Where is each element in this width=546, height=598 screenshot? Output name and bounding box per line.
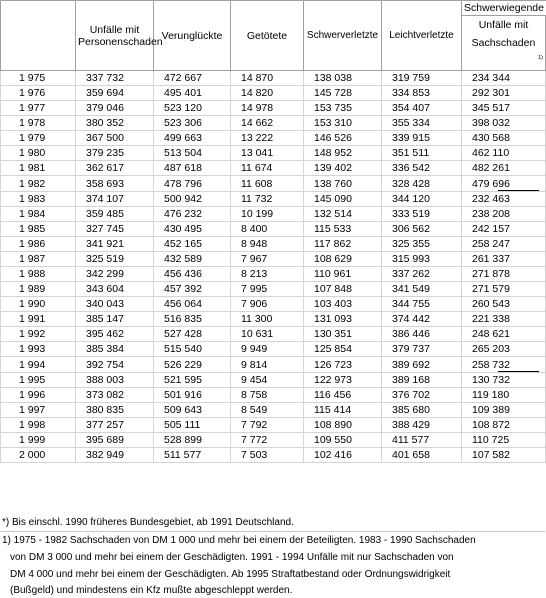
cell-year: 1 979 [1, 131, 76, 146]
cell-casualties: 528 899 [154, 433, 231, 448]
table-row [1, 161, 546, 176]
cell-casualties: 456 064 [154, 297, 231, 312]
cell-killed: 7 772 [231, 433, 304, 448]
cell-killed: 8 213 [231, 267, 304, 282]
cell-year: 1 975 [1, 71, 76, 86]
cell-year: 1 991 [1, 312, 76, 327]
cell-killed: 14 978 [231, 101, 304, 116]
table-row [1, 237, 546, 252]
table-row [1, 131, 546, 146]
table-row [1, 267, 546, 282]
cell-accidents-personal-injury: 377 257 [76, 418, 154, 433]
table-row [1, 342, 546, 357]
cell-year: 1 993 [1, 342, 76, 357]
cell-casualties: 456 436 [154, 267, 231, 282]
cell-killed: 7 995 [231, 282, 304, 297]
table-row [1, 222, 546, 237]
header-note-ref [462, 52, 546, 71]
cell-casualties: 501 916 [154, 388, 231, 403]
cell-year: 2 000 [1, 448, 76, 463]
cell-casualties: 515 540 [154, 342, 231, 357]
cell-year: 1 992 [1, 327, 76, 342]
cell-killed: 7 503 [231, 448, 304, 463]
cell-slightly-injured: 401 658 [382, 448, 462, 463]
cell-casualties: 505 111 [154, 418, 231, 433]
cell-killed: 11 732 [231, 192, 304, 207]
cell-seriously-injured: 109 550 [304, 433, 382, 448]
cell-killed: 7 792 [231, 418, 304, 433]
cell-casualties: 478 796 [154, 176, 231, 192]
cell-year: 1 990 [1, 297, 76, 312]
cell-slightly-injured: 376 702 [382, 388, 462, 403]
cell-accidents-property-damage: 232 463 [462, 192, 546, 207]
footnote-star-text: *) Bis einschl. 1990 früheres Bundesgebiet, ab 1991 Deutschland. [2, 517, 294, 528]
cell-seriously-injured: 117 862 [304, 237, 382, 252]
table-row [1, 86, 546, 101]
cell-killed: 11 608 [231, 176, 304, 192]
cell-accidents-property-damage: 430 568 [462, 131, 546, 146]
cell-killed: 10 631 [231, 327, 304, 342]
cell-killed: 11 300 [231, 312, 304, 327]
cell-seriously-injured: 115 414 [304, 403, 382, 418]
cell-slightly-injured: 341 549 [382, 282, 462, 297]
footnote-1-text-b: von DM 3 000 und mehr bei einem der Geschädigten. 1991 - 1994 Unfälle mit nur Sachschaden von [10, 552, 454, 563]
cell-slightly-injured: 337 262 [382, 267, 462, 282]
cell-accidents-property-damage: 130 732 [462, 373, 546, 388]
cell-casualties: 526 229 [154, 357, 231, 373]
table-row [1, 448, 546, 463]
cell-year: 1 980 [1, 146, 76, 161]
table-row [1, 373, 546, 388]
cell-casualties: 476 232 [154, 207, 231, 222]
table-row [1, 403, 546, 418]
cell-accidents-property-damage: 248 621 [462, 327, 546, 342]
header-year [1, 1, 76, 71]
cell-accidents-personal-injury: 367 500 [76, 131, 154, 146]
cell-slightly-injured: 333 519 [382, 207, 462, 222]
cell-seriously-injured: 131 093 [304, 312, 382, 327]
cell-slightly-injured: 374 442 [382, 312, 462, 327]
table-row [1, 101, 546, 116]
cell-casualties: 499 663 [154, 131, 231, 146]
header-property-damage-line1 [462, 16, 546, 53]
cell-year: 1 983 [1, 192, 76, 207]
cell-seriously-injured: 116 456 [304, 388, 382, 403]
cell-accidents-property-damage: 271 579 [462, 282, 546, 297]
cell-seriously-injured: 148 952 [304, 146, 382, 161]
cell-year: 1 989 [1, 282, 76, 297]
cell-year: 1 982 [1, 176, 76, 192]
table-row [1, 192, 546, 207]
cell-killed: 14 870 [231, 71, 304, 86]
footnote-1-text-d: (Bußgeld) und mindestens ein Kfz mußte abgeschleppt werden. [10, 585, 293, 596]
cell-accidents-property-damage: 258 247 [462, 237, 546, 252]
cell-killed: 9 814 [231, 357, 304, 373]
cell-slightly-injured: 339 915 [382, 131, 462, 146]
cell-accidents-property-damage: 258 732 [462, 357, 546, 373]
cell-killed: 8 948 [231, 237, 304, 252]
cell-casualties: 523 120 [154, 101, 231, 116]
cell-slightly-injured: 389 168 [382, 373, 462, 388]
cell-slightly-injured: 344 120 [382, 192, 462, 207]
cell-slightly-injured: 389 692 [382, 357, 462, 373]
cell-slightly-injured: 351 511 [382, 146, 462, 161]
cell-year: 1 995 [1, 373, 76, 388]
cell-year: 1 985 [1, 222, 76, 237]
cell-accidents-personal-injury: 392 754 [76, 357, 154, 373]
cell-killed: 7 906 [231, 297, 304, 312]
cell-slightly-injured: 336 542 [382, 161, 462, 176]
footnote-1-line-b [0, 550, 545, 565]
cell-casualties: 523 306 [154, 116, 231, 131]
table-row [1, 433, 546, 448]
cell-slightly-injured: 386 446 [382, 327, 462, 342]
cell-accidents-property-damage: 345 517 [462, 101, 546, 116]
cell-seriously-injured: 132 514 [304, 207, 382, 222]
cell-accidents-personal-injury: 379 235 [76, 146, 154, 161]
footnote-1-line-c [0, 567, 545, 582]
cell-slightly-injured: 344 755 [382, 297, 462, 312]
cell-accidents-personal-injury: 395 689 [76, 433, 154, 448]
cell-year: 1 997 [1, 403, 76, 418]
footnote-1-line-d [0, 583, 545, 598]
cell-accidents-personal-injury: 327 745 [76, 222, 154, 237]
cell-casualties: 452 165 [154, 237, 231, 252]
table-row [1, 252, 546, 267]
cell-killed: 13 222 [231, 131, 304, 146]
table-row [1, 418, 546, 433]
cell-accidents-personal-injury: 340 043 [76, 297, 154, 312]
cell-killed: 11 674 [231, 161, 304, 176]
cell-seriously-injured: 108 629 [304, 252, 382, 267]
table-row [1, 176, 546, 192]
cell-accidents-property-damage: 398 032 [462, 116, 546, 131]
cell-accidents-personal-injury: 382 949 [76, 448, 154, 463]
cell-seriously-injured: 125 854 [304, 342, 382, 357]
cell-seriously-injured: 103 403 [304, 297, 382, 312]
series-break-marker [498, 371, 539, 372]
cell-seriously-injured: 115 533 [304, 222, 382, 237]
cell-slightly-injured: 328 428 [382, 176, 462, 192]
cell-casualties: 516 835 [154, 312, 231, 327]
cell-accidents-personal-injury: 359 694 [76, 86, 154, 101]
header-slightly-injured: Leichtverletzte [382, 1, 462, 71]
cell-seriously-injured: 107 848 [304, 282, 382, 297]
cell-killed: 9 454 [231, 373, 304, 388]
cell-accidents-personal-injury: 373 082 [76, 388, 154, 403]
table-row [1, 297, 546, 312]
cell-year: 1 999 [1, 433, 76, 448]
cell-slightly-injured: 334 853 [382, 86, 462, 101]
table-row [1, 116, 546, 131]
cell-killed: 14 820 [231, 86, 304, 101]
cell-accidents-personal-injury: 359 485 [76, 207, 154, 222]
cell-seriously-injured: 139 402 [304, 161, 382, 176]
cell-seriously-injured: 138 760 [304, 176, 382, 192]
cell-accidents-property-damage: 108 872 [462, 418, 546, 433]
cell-year: 1 998 [1, 418, 76, 433]
cell-accidents-property-damage: 292 301 [462, 86, 546, 101]
cell-accidents-personal-injury: 343 604 [76, 282, 154, 297]
cell-seriously-injured: 110 961 [304, 267, 382, 282]
cell-accidents-personal-injury: 379 046 [76, 101, 154, 116]
cell-slightly-injured: 306 562 [382, 222, 462, 237]
cell-seriously-injured: 153 310 [304, 116, 382, 131]
footnote-1-line-a [0, 533, 545, 548]
cell-year: 1 996 [1, 388, 76, 403]
cell-year: 1 987 [1, 252, 76, 267]
cell-accidents-personal-injury: 325 519 [76, 252, 154, 267]
cell-accidents-property-damage: 261 337 [462, 252, 546, 267]
footnote-1-text-c: DM 4 000 und mehr bei einem der Geschädigten. Ab 1995 Straftatbestand oder Ordnungswidrigkeit [10, 569, 451, 580]
cell-accidents-personal-injury: 388 003 [76, 373, 154, 388]
cell-accidents-property-damage: 107 582 [462, 448, 546, 463]
table-row [1, 71, 546, 86]
cell-accidents-property-damage: 109 389 [462, 403, 546, 418]
cell-seriously-injured: 138 038 [304, 71, 382, 86]
cell-killed: 8 758 [231, 388, 304, 403]
cell-seriously-injured: 130 351 [304, 327, 382, 342]
cell-casualties: 513 504 [154, 146, 231, 161]
table-row [1, 146, 546, 161]
cell-accidents-property-damage: 119 180 [462, 388, 546, 403]
cell-killed: 8 549 [231, 403, 304, 418]
cell-accidents-personal-injury: 374 107 [76, 192, 154, 207]
cell-slightly-injured: 411 577 [382, 433, 462, 448]
cell-seriously-injured: 145 728 [304, 86, 382, 101]
footnote-divider [0, 531, 545, 532]
cell-accidents-personal-injury: 342 299 [76, 267, 154, 282]
cell-slightly-injured: 325 355 [382, 237, 462, 252]
cell-seriously-injured: 126 723 [304, 357, 382, 373]
cell-casualties: 527 428 [154, 327, 231, 342]
header-group-serious: Schwerwiegende [462, 1, 546, 16]
header-casualties: Verunglückte [154, 1, 231, 71]
cell-year: 1 978 [1, 116, 76, 131]
cell-casualties: 521 595 [154, 373, 231, 388]
cell-accidents-personal-injury: 385 384 [76, 342, 154, 357]
cell-slightly-injured: 355 334 [382, 116, 462, 131]
cell-accidents-property-damage: 260 543 [462, 297, 546, 312]
cell-slightly-injured: 315 993 [382, 252, 462, 267]
cell-seriously-injured: 108 890 [304, 418, 382, 433]
header-killed: Getötete [231, 1, 304, 71]
cell-year: 1 976 [1, 86, 76, 101]
cell-seriously-injured: 146 526 [304, 131, 382, 146]
cell-killed: 13 041 [231, 146, 304, 161]
cell-slightly-injured: 354 407 [382, 101, 462, 116]
cell-accidents-property-damage: 242 157 [462, 222, 546, 237]
header-property-damage-text: Unfälle mit Sachschaden [471, 19, 536, 49]
footnote-star [0, 515, 545, 530]
cell-casualties: 457 392 [154, 282, 231, 297]
cell-accidents-personal-injury: 362 617 [76, 161, 154, 176]
cell-accidents-personal-injury: 380 352 [76, 116, 154, 131]
cell-year: 1 981 [1, 161, 76, 176]
cell-casualties: 432 589 [154, 252, 231, 267]
cell-killed: 9 949 [231, 342, 304, 357]
cell-year: 1 977 [1, 101, 76, 116]
cell-casualties: 500 942 [154, 192, 231, 207]
table-body [1, 71, 546, 463]
cell-year: 1 984 [1, 207, 76, 222]
cell-casualties: 495 401 [154, 86, 231, 101]
table-row [1, 388, 546, 403]
cell-casualties: 430 495 [154, 222, 231, 237]
cell-accidents-personal-injury: 337 732 [76, 71, 154, 86]
cell-accidents-personal-injury: 385 147 [76, 312, 154, 327]
cell-accidents-property-damage: 238 208 [462, 207, 546, 222]
cell-accidents-property-damage: 234 344 [462, 71, 546, 86]
cell-seriously-injured: 153 735 [304, 101, 382, 116]
cell-accidents-property-damage: 479 696 [462, 176, 546, 192]
cell-slightly-injured: 385 680 [382, 403, 462, 418]
header-seriously-injured: Schwerverletzte [304, 1, 382, 71]
cell-seriously-injured: 145 090 [304, 192, 382, 207]
series-break-marker [498, 190, 539, 191]
cell-accidents-personal-injury: 358 693 [76, 176, 154, 192]
cell-accidents-personal-injury: 341 921 [76, 237, 154, 252]
cell-accidents-property-damage: 482 261 [462, 161, 546, 176]
cell-accidents-property-damage: 462 110 [462, 146, 546, 161]
cell-accidents-property-damage: 221 338 [462, 312, 546, 327]
cell-accidents-personal-injury: 395 462 [76, 327, 154, 342]
cell-accidents-property-damage: 110 725 [462, 433, 546, 448]
cell-slightly-injured: 319 759 [382, 71, 462, 86]
cell-killed: 10 199 [231, 207, 304, 222]
cell-slightly-injured: 379 737 [382, 342, 462, 357]
cell-year: 1 986 [1, 237, 76, 252]
footnote-ref-1: 1) [537, 55, 543, 61]
footnote-1-text-a: 1) 1975 - 1982 Sachschaden von DM 1 000 und mehr bei einem der Beteiligten. 1983 - 1990 Sachschaden [2, 535, 476, 546]
cell-killed: 8 400 [231, 222, 304, 237]
cell-killed: 14 662 [231, 116, 304, 131]
cell-casualties: 511 577 [154, 448, 231, 463]
cell-slightly-injured: 388 429 [382, 418, 462, 433]
header-accidents-personal-injury: Unfälle mit Personenschaden [76, 1, 154, 71]
table-row [1, 357, 546, 373]
cell-seriously-injured: 102 416 [304, 448, 382, 463]
table-row [1, 282, 546, 297]
cell-seriously-injured: 122 973 [304, 373, 382, 388]
table-row [1, 327, 546, 342]
cell-accidents-property-damage: 265 203 [462, 342, 546, 357]
cell-killed: 7 967 [231, 252, 304, 267]
cell-accidents-property-damage: 271 878 [462, 267, 546, 282]
cell-casualties: 472 667 [154, 71, 231, 86]
table-row [1, 312, 546, 327]
cell-accidents-personal-injury: 380 835 [76, 403, 154, 418]
table-row [1, 207, 546, 222]
cell-year: 1 988 [1, 267, 76, 282]
cell-casualties: 509 643 [154, 403, 231, 418]
cell-year: 1 994 [1, 357, 76, 373]
cell-casualties: 487 618 [154, 161, 231, 176]
